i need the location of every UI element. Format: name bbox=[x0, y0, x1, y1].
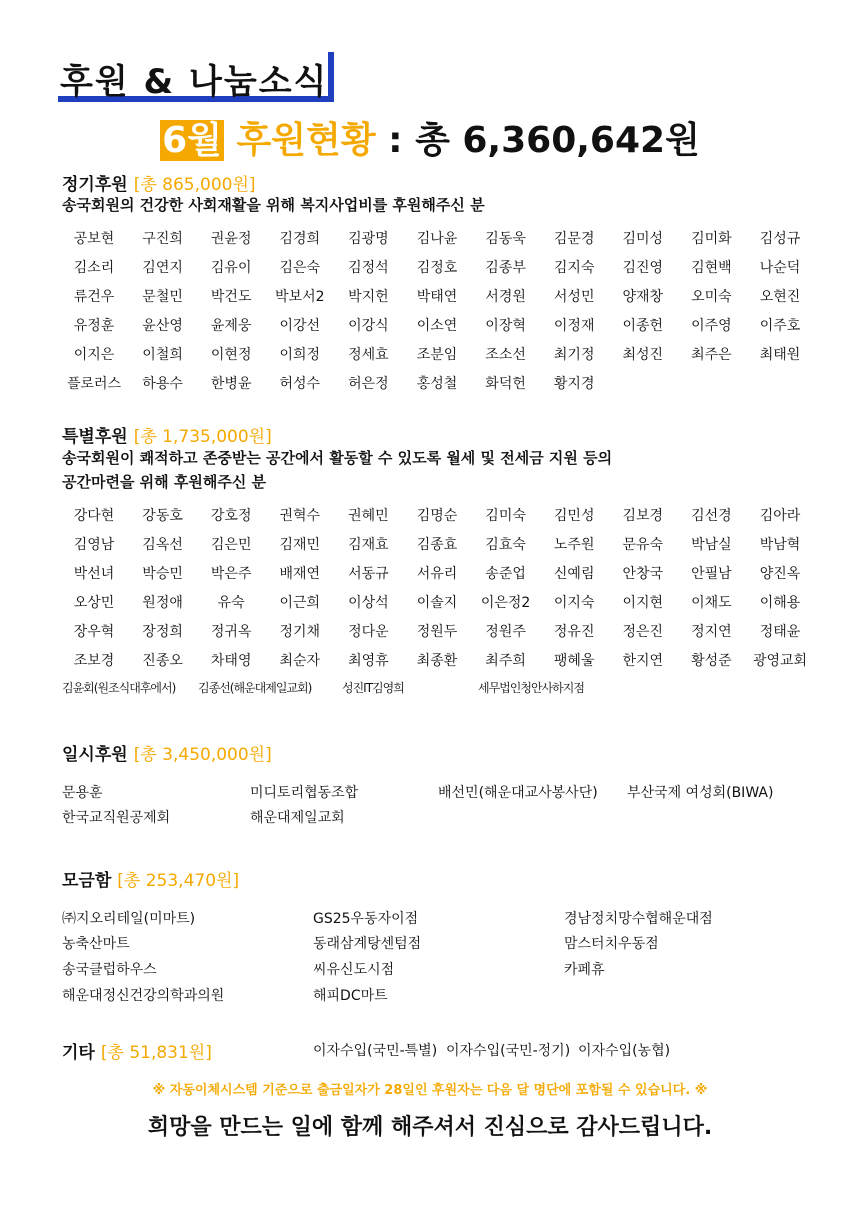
onetime-amount: [총 3,450,000원] bbox=[133, 745, 272, 765]
regular-donor: 김종부 bbox=[485, 260, 526, 276]
special-donor: 김은민 bbox=[210, 537, 252, 553]
special-donor: 조보경 bbox=[73, 653, 115, 669]
special-donor: 김재민 bbox=[279, 537, 321, 553]
special-donor: 오상민 bbox=[73, 595, 115, 611]
special-donor: 박은주 bbox=[210, 566, 252, 582]
headline bbox=[0, 112, 860, 163]
regular-donor: 이현정 bbox=[210, 347, 252, 363]
donationbox-name: 경남정치망수협해운대점 bbox=[564, 911, 713, 927]
special-donor: 김재효 bbox=[348, 537, 389, 553]
regular-donor: 홍성철 bbox=[416, 376, 458, 392]
regular-donor: 박지헌 bbox=[348, 289, 389, 305]
regular-donor: 허은정 bbox=[348, 376, 389, 392]
special-donor: 배재연 bbox=[279, 566, 321, 582]
regular-donor: 나순덕 bbox=[759, 260, 801, 276]
onetime-name: 해운대제일교회 bbox=[250, 810, 345, 826]
donationbox-name: ㈜지오리테일(미마트) bbox=[62, 911, 196, 927]
regular-donor: 김소리 bbox=[73, 260, 115, 276]
regular-amount: [총 865,000원] bbox=[133, 175, 256, 195]
special-donor: 강호정 bbox=[210, 508, 252, 524]
special-donor: 한지연 bbox=[622, 653, 664, 669]
regular-donor: 최기정 bbox=[553, 347, 595, 363]
special-donor: 최순자 bbox=[279, 653, 321, 669]
special-donor: 황성준 bbox=[691, 653, 732, 669]
special-donor-extra: 세무법인청안사하지점 bbox=[478, 681, 584, 695]
regular-donor: 이희정 bbox=[279, 347, 321, 363]
regular-donor: 김미화 bbox=[691, 231, 732, 247]
special-donor: 이상석 bbox=[348, 595, 389, 611]
donationbox-name: 송국클럽하우스 bbox=[62, 962, 157, 978]
special-amount: [총 1,735,000원] bbox=[133, 427, 272, 447]
regular-donor: 김성규 bbox=[759, 231, 801, 247]
special-desc-1: 송국회원이 쾌적하고 존중받는 공간에서 활동할 수 있도록 월세 및 전세금 지원 등의 bbox=[62, 449, 613, 467]
headline-separator: : bbox=[375, 120, 416, 161]
regular-donor: 권윤정 bbox=[210, 231, 252, 247]
auto-transfer-note: ※ 자동이체시스템 기준으로 출금일자가 28일인 후원자는 다음 달 명단에 포함될 수 있습니다. ※ bbox=[152, 1083, 708, 1098]
special-donor: 이은정2 bbox=[480, 595, 531, 611]
regular-donor: 김유이 bbox=[210, 260, 252, 276]
regular-donor: 김진영 bbox=[622, 260, 664, 276]
donationbox-name: 해운대정신건강의학과의원 bbox=[62, 988, 225, 1004]
regular-donor: 김문경 bbox=[553, 231, 595, 247]
regular-donor: 오미숙 bbox=[691, 289, 732, 305]
regular-donor: 최태원 bbox=[759, 347, 801, 363]
other-title: 기타 bbox=[62, 1043, 95, 1063]
regular-donor: 김동욱 bbox=[485, 231, 526, 247]
regular-desc: 송국회원의 건강한 사회재활을 위해 복지사업비를 후원해주신 분 bbox=[62, 196, 485, 214]
special-donor: 김영남 bbox=[73, 537, 115, 553]
regular-donor: 류건우 bbox=[73, 289, 115, 305]
regular-donor: 이종헌 bbox=[622, 318, 664, 334]
special-donor-extra: 김종선(해운대제일교회) bbox=[198, 681, 312, 695]
other-heading bbox=[62, 1038, 212, 1063]
special-donor: 정은진 bbox=[622, 624, 664, 640]
donationbox-name: 맘스터치우동점 bbox=[564, 936, 659, 952]
regular-donor: 박건도 bbox=[210, 289, 252, 305]
special-donor: 이근희 bbox=[279, 595, 321, 611]
special-donor: 안필남 bbox=[691, 566, 732, 582]
special-donor: 진종오 bbox=[142, 653, 183, 669]
donationbox-name: 해피DC마트 bbox=[313, 988, 388, 1004]
special-donor: 김미숙 bbox=[485, 508, 526, 524]
special-donor: 정태윤 bbox=[759, 624, 801, 640]
regular-donor: 김현백 bbox=[691, 260, 732, 276]
special-donor: 팽혜울 bbox=[553, 653, 595, 669]
regular-donor: 김미성 bbox=[622, 231, 664, 247]
onetime-name: 문용훈 bbox=[62, 785, 103, 801]
special-donor: 정원두 bbox=[416, 624, 458, 640]
special-donor: 강다현 bbox=[73, 508, 115, 524]
special-donor: 최종환 bbox=[416, 653, 458, 669]
regular-donor: 박보서2 bbox=[275, 289, 325, 305]
other-amount: [총 51,831원] bbox=[100, 1043, 212, 1063]
other-item: 이자수입(국민-정기) bbox=[446, 1043, 571, 1059]
special-donor: 김보경 bbox=[622, 508, 664, 524]
donationbox-heading bbox=[62, 866, 239, 891]
regular-donor: 서경원 bbox=[485, 289, 526, 305]
regular-donor: 허성수 bbox=[279, 376, 321, 392]
special-donor: 최주희 bbox=[485, 653, 526, 669]
regular-donor: 공보현 bbox=[73, 231, 115, 247]
special-donor: 문유숙 bbox=[622, 537, 664, 553]
regular-donor: 이지은 bbox=[73, 347, 115, 363]
onetime-heading bbox=[62, 740, 272, 765]
regular-donor: 김정호 bbox=[416, 260, 458, 276]
onetime-name: 미디토리협동조합 bbox=[250, 785, 359, 801]
regular-donor: 정세효 bbox=[348, 347, 389, 363]
special-donor: 김옥선 bbox=[142, 537, 183, 553]
onetime-name: 부산국제 여성회(BIWA) bbox=[627, 785, 774, 801]
special-donor: 안창국 bbox=[622, 566, 664, 582]
special-donor: 광영교회 bbox=[752, 653, 808, 669]
regular-donor: 박태연 bbox=[416, 289, 458, 305]
special-donor: 김아라 bbox=[759, 508, 801, 524]
regular-donor: 이주호 bbox=[759, 318, 801, 334]
regular-donor: 황지경 bbox=[553, 376, 595, 392]
regular-donor: 문철민 bbox=[142, 289, 183, 305]
regular-donor: 이강선 bbox=[279, 318, 321, 334]
regular-donor: 유정훈 bbox=[73, 318, 115, 334]
special-heading bbox=[62, 422, 272, 447]
special-donor: 이솔지 bbox=[416, 595, 458, 611]
regular-donor: 한병윤 bbox=[210, 376, 252, 392]
special-donor: 김종효 bbox=[416, 537, 458, 553]
regular-donor: 조소선 bbox=[485, 347, 526, 363]
regular-donor: 김연지 bbox=[142, 260, 183, 276]
regular-donor: 김광명 bbox=[348, 231, 389, 247]
regular-donor: 서성민 bbox=[553, 289, 595, 305]
regular-title: 정기후원 bbox=[62, 175, 128, 195]
special-donor: 김효숙 bbox=[485, 537, 526, 553]
special-donor: 김명순 bbox=[416, 508, 458, 524]
regular-donor: 이철희 bbox=[142, 347, 183, 363]
special-donor-extra: 성진IT김영희 bbox=[342, 681, 404, 695]
special-donor: 이채도 bbox=[691, 595, 732, 611]
regular-donor: 이주영 bbox=[691, 318, 732, 334]
regular-donor: 오현진 bbox=[759, 289, 801, 305]
regular-donor: 최주은 bbox=[691, 347, 732, 363]
donationbox-name: 씨유신도시점 bbox=[313, 962, 395, 978]
special-donor: 정지연 bbox=[691, 624, 732, 640]
special-donor: 장우혁 bbox=[73, 624, 115, 640]
special-donor: 박남실 bbox=[691, 537, 732, 553]
special-donor: 신예림 bbox=[553, 566, 595, 582]
special-donor: 최영휴 bbox=[348, 653, 389, 669]
regular-donor: 구진희 bbox=[142, 231, 183, 247]
regular-donor: 윤제웅 bbox=[210, 318, 252, 334]
regular-donor: 이장혁 bbox=[485, 318, 526, 334]
special-donor: 김선경 bbox=[691, 508, 732, 524]
donationbox-title: 모금함 bbox=[62, 871, 112, 891]
donationbox-name: 농축산마트 bbox=[62, 936, 130, 952]
special-donor: 서유리 bbox=[416, 566, 458, 582]
special-donor: 이해용 bbox=[759, 595, 801, 611]
regular-donor: 김정석 bbox=[348, 260, 389, 276]
special-donor: 정다운 bbox=[348, 624, 389, 640]
donationbox-name: 동래삼계탕센텀점 bbox=[313, 936, 422, 952]
special-donor: 서동규 bbox=[348, 566, 389, 582]
special-donor: 유숙 bbox=[217, 595, 245, 611]
special-donor: 송준업 bbox=[485, 566, 526, 582]
donationbox-name: 카페휴 bbox=[564, 962, 605, 978]
regular-donor: 김나윤 bbox=[416, 231, 458, 247]
special-donor: 차태영 bbox=[210, 653, 252, 669]
donationbox-amount: [총 253,470원] bbox=[117, 871, 240, 891]
regular-donor: 이정재 bbox=[553, 318, 595, 334]
regular-donor: 조분임 bbox=[416, 347, 458, 363]
special-donor: 양진옥 bbox=[759, 566, 801, 582]
special-donor: 박선녀 bbox=[73, 566, 115, 582]
regular-donor: 양재창 bbox=[622, 289, 664, 305]
page-title: 후원 & 나눔소식 bbox=[60, 62, 329, 102]
regular-donor: 하용수 bbox=[142, 376, 183, 392]
donationbox-name: GS25우동자이점 bbox=[313, 911, 419, 927]
special-donor: 정귀옥 bbox=[210, 624, 252, 640]
regular-donor: 이소연 bbox=[416, 318, 458, 334]
special-donor: 정유진 bbox=[553, 624, 595, 640]
special-donor: 김민성 bbox=[553, 508, 595, 524]
special-donor: 이지숙 bbox=[553, 595, 595, 611]
special-donor: 박남혁 bbox=[759, 537, 801, 553]
regular-donor: 김경희 bbox=[279, 231, 321, 247]
regular-donor: 윤산영 bbox=[142, 318, 183, 334]
special-donor: 장정희 bbox=[142, 624, 183, 640]
special-donor: 박승민 bbox=[142, 566, 183, 582]
special-desc-2: 공간마련을 위해 후원해주신 분 bbox=[62, 473, 267, 491]
special-donor: 권혁수 bbox=[279, 508, 321, 524]
headline-total: 총 6,360,642원 bbox=[415, 120, 700, 161]
headline-label: 후원현황 bbox=[236, 120, 376, 161]
onetime-name: 배선민(해운대교사봉사단) bbox=[438, 785, 598, 801]
headline-month: 6월 bbox=[162, 120, 222, 161]
special-donor: 원정애 bbox=[142, 595, 183, 611]
onetime-name: 한국교직원공제회 bbox=[62, 810, 171, 826]
special-title: 특별후원 bbox=[62, 427, 128, 447]
other-item: 이자수입(농협) bbox=[578, 1043, 671, 1059]
special-donor-extra: 김윤회(원조식대후에서) bbox=[62, 681, 176, 695]
special-donor: 정기채 bbox=[279, 624, 321, 640]
regular-donor: 김은숙 bbox=[279, 260, 321, 276]
onetime-title: 일시후원 bbox=[62, 745, 128, 765]
closing-message: 희망을 만드는 일에 함께 해주셔서 진심으로 감사드립니다. bbox=[147, 1115, 713, 1140]
regular-donor: 화덕헌 bbox=[485, 376, 526, 392]
special-donor: 정원주 bbox=[485, 624, 526, 640]
regular-donor: 최성진 bbox=[622, 347, 664, 363]
regular-donor: 이강식 bbox=[348, 318, 389, 334]
special-donor: 권혜민 bbox=[348, 508, 389, 524]
special-donor: 강동호 bbox=[142, 508, 183, 524]
special-donor: 이지현 bbox=[622, 595, 664, 611]
regular-donor: 플로러스 bbox=[66, 376, 122, 392]
regular-donor: 김지숙 bbox=[553, 260, 595, 276]
special-donor: 노주원 bbox=[553, 537, 595, 553]
other-item: 이자수입(국민-특별) bbox=[313, 1043, 438, 1059]
